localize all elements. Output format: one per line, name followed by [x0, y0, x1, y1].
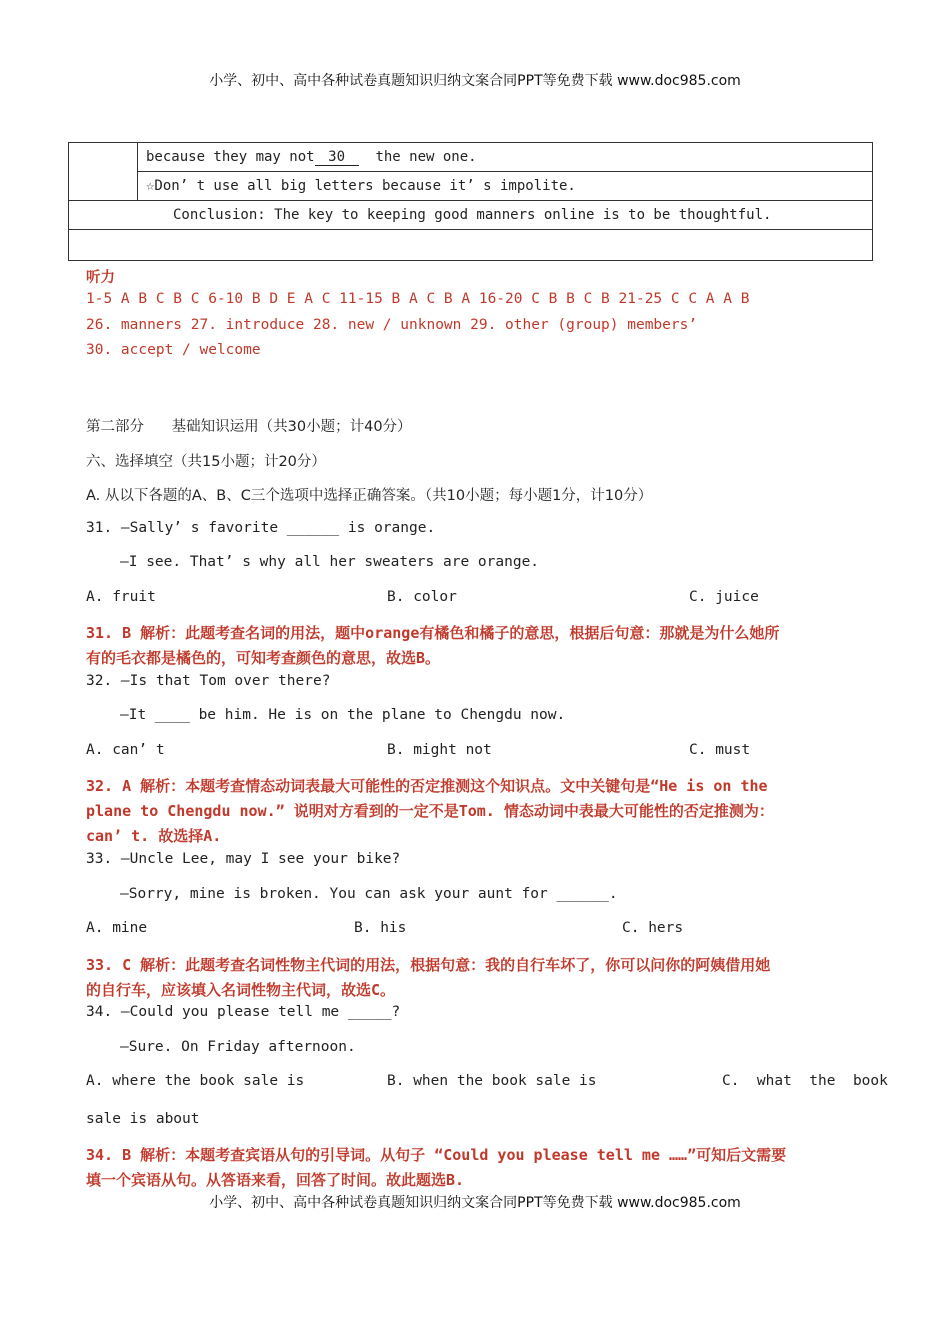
q33-option-a: A. mine [86, 920, 148, 936]
q33-stem: 33. —Uncle Lee, may I see your bike? [86, 851, 401, 867]
page-header: 小学、初中、高中各种试卷真题知识归纳文案合同PPT等免费下载 www.doc985.com [209, 73, 741, 89]
q32-option-c: C. must [689, 742, 751, 758]
listening-line-3: 30. accept / welcome [86, 342, 261, 358]
table-empty-row [69, 230, 873, 261]
q32-answer-3: can’ t. 故选择A. [86, 827, 222, 845]
q34-answer-1: 34. B 解析：本题考查宾语从句的引导词。从句子 “Could you please tell me ……”可知后文需要 [86, 1146, 787, 1164]
q33-answer-2: 的自行车，应该填入名词性物主代词，故选C。 [86, 981, 396, 999]
page-footer: 小学、初中、高中各种试卷真题知识归纳文案合同PPT等免费下载 www.doc985.com [209, 1195, 741, 1211]
q34-option-c: C. what the book [722, 1073, 888, 1089]
q32-reply: —It ____ be him. He is on the plane to Chengdu now. [120, 707, 566, 723]
q32-stem: 32. —Is that Tom over there? [86, 673, 331, 689]
table-conclusion: Conclusion: The key to keeping good manners online is to be thoughtful. [69, 201, 873, 230]
q32-option-a: A. can’ t [86, 742, 165, 758]
q31-option-c: C. juice [689, 589, 759, 605]
q34-option-b: B. when the book sale is [387, 1073, 597, 1089]
listening-title: 听力 [86, 270, 115, 286]
section-instructions: A. 从以下各题的A、B、C三个选项中选择正确答案。（共10小题；每小题1分，计10分） [86, 488, 653, 504]
row1-pre: because they may not [146, 148, 315, 165]
blank-30: 30 [315, 149, 359, 166]
section-title: 第二部分 基础知识运用（共30小题；计40分） [86, 419, 412, 435]
section-subtitle: 六、选择填空（共15小题；计20分） [86, 454, 326, 470]
q34-option-c-cont: sale is about [86, 1111, 200, 1127]
q33-answer-1: 33. C 解析：此题考查名词性物主代词的用法，根据句意：我的自行车坏了，你可以问你的阿姨借用她 [86, 956, 771, 974]
q32-answer-2: plane to Chengdu now.” 说明对方看到的一定不是Tom. 情态动词中表最大可能性的否定推测为： [86, 802, 774, 820]
q31-answer-2: 有的毛衣都是橘色的，可知考查颜色的意思，故选B。 [86, 649, 441, 667]
q31-stem: 31. —Sally’ s favorite ______ is orange. [86, 520, 436, 536]
q34-option-a: A. where the book sale is [86, 1073, 305, 1089]
q31-option-b: B. color [387, 589, 457, 605]
q31-answer-1: 31. B 解析：此题考查名词的用法，题中orange有橘色和橘子的意思，根据后句意：那就是为什么她所 [86, 624, 780, 642]
manners-table [68, 142, 873, 261]
q32-option-b: B. might not [387, 742, 492, 758]
q33-reply: —Sorry, mine is broken. You can ask your aunt for ______. [120, 886, 618, 902]
q33-option-c: C. hers [622, 920, 684, 936]
q32-answer-1: 32. A 解析：本题考查情态动词表最大可能性的否定推测这个知识点。文中关键句是“He is on the [86, 777, 768, 795]
table-row-2: ☆Don’ t use all big letters because it’ s impolite. [138, 172, 873, 201]
table-row-1 [138, 143, 873, 172]
q34-reply: —Sure. On Friday afternoon. [120, 1039, 356, 1055]
q34-answer-2: 填一个宾语从句。从答语来看，回答了时间。故此题选B. [86, 1171, 465, 1189]
table-empty-cell [69, 143, 138, 201]
listening-line-1: 1-5 A B C B C 6-10 B D E A C 11-15 B A C B A 16-20 C B B C B 21-25 C C A A B [86, 291, 750, 307]
q33-option-b: B. his [354, 920, 407, 936]
q31-option-a: A. fruit [86, 589, 156, 605]
row1-post: the new one. [375, 148, 477, 165]
listening-line-2: 26. manners 27. introduce 28. new / unknown 29. other (group) members’ [86, 317, 698, 333]
q34-stem: 34. —Could you please tell me _____? [86, 1004, 401, 1020]
q31-reply: —I see. That’ s why all her sweaters are orange. [120, 554, 540, 570]
